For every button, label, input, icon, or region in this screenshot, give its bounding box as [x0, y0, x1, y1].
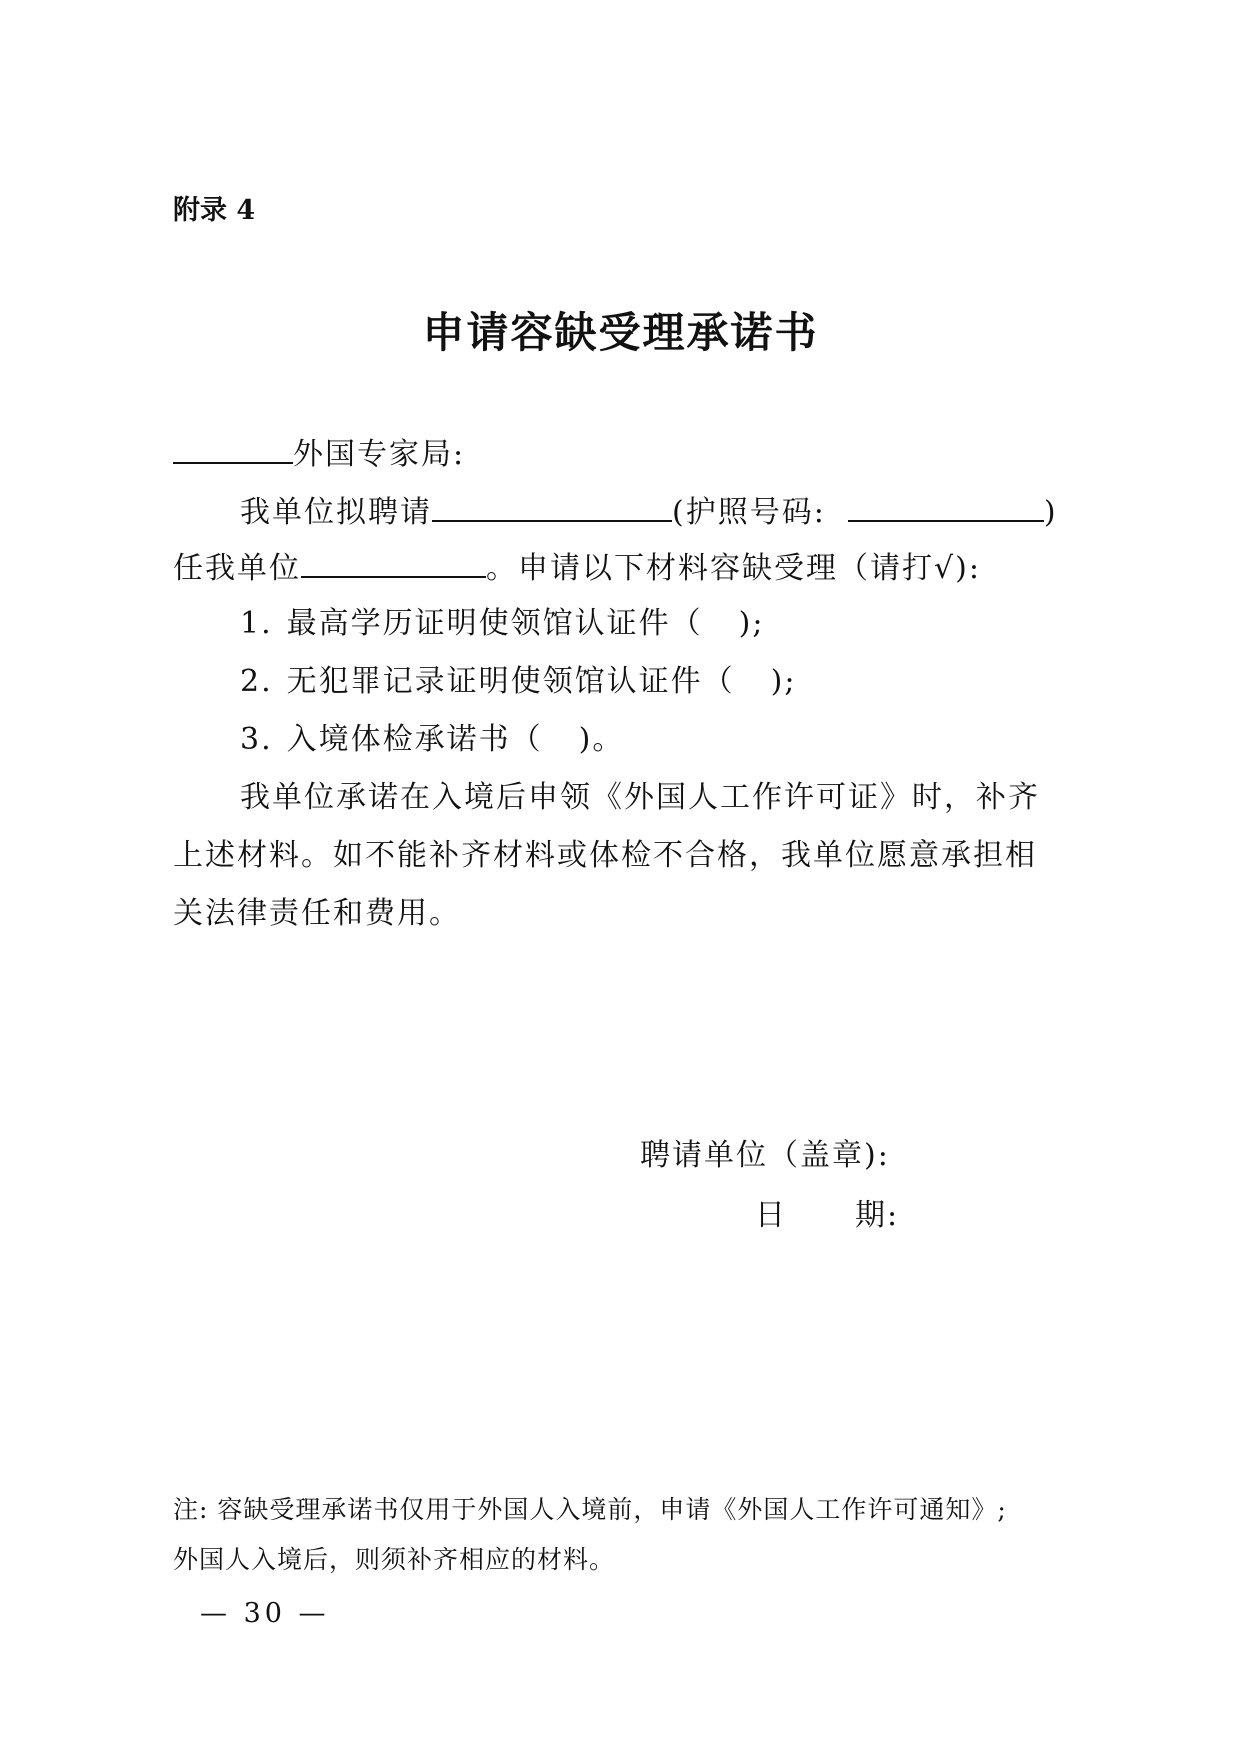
- hire-prefix: 我单位拟聘请: [240, 495, 432, 530]
- document-title: 申请容缺受理承诺书: [422, 308, 819, 357]
- addressee-line: [173, 432, 465, 475]
- note-line-1: 注: 容缺受理承诺书仅用于外国人入境前，申请《外国人工作许可通知》;: [173, 1495, 1007, 1524]
- list-item: [240, 662, 796, 702]
- appendix-label: 附录 4: [173, 195, 256, 226]
- list-item: [240, 604, 764, 644]
- item-number: 1.: [240, 606, 273, 641]
- date-label-left: 日: [755, 1198, 787, 1233]
- passport-number-blank[interactable]: [848, 490, 1044, 522]
- item-number: 3.: [240, 722, 273, 757]
- commitment-line: 我单位承诺在入境后申领《外国人工作许可证》时，补齐: [240, 780, 1040, 815]
- item-close: )。: [578, 722, 625, 757]
- item-close: );: [738, 606, 765, 641]
- note-line-2: 外国人入境后，则须补齐相应的材料。: [173, 1545, 616, 1574]
- position-blank[interactable]: [301, 546, 486, 578]
- list-item: [240, 720, 624, 760]
- date-label-right: 期:: [855, 1198, 900, 1233]
- bureau-name-blank[interactable]: [173, 432, 293, 464]
- signature-unit-label: 聘请单位（盖章):: [640, 1138, 890, 1173]
- passport-close: ): [1043, 495, 1058, 530]
- addressee-suffix: 外国专家局:: [293, 437, 466, 472]
- item-text: 入境体检承诺书（: [286, 722, 543, 757]
- position-suffix: 。申请以下材料容缺受理（请打√):: [486, 551, 981, 586]
- passport-label: (护照号码:: [672, 495, 826, 530]
- commitment-line: 上述材料。如不能补齐材料或体检不合格，我单位愿意承担相: [173, 838, 1037, 873]
- commitment-line: 关法律责任和费用。: [173, 896, 461, 931]
- item-text: 无犯罪记录证明使领馆认证件（: [286, 664, 735, 699]
- item-number: 2.: [240, 664, 273, 699]
- foreigner-name-blank[interactable]: [432, 490, 672, 522]
- page-number: — 30 —: [200, 1598, 330, 1629]
- position-line: [173, 546, 981, 589]
- hire-line: [240, 490, 1058, 533]
- item-close: );: [770, 664, 797, 699]
- position-prefix: 任我单位: [173, 551, 301, 586]
- item-text: 最高学历证明使领馆认证件（: [286, 606, 703, 641]
